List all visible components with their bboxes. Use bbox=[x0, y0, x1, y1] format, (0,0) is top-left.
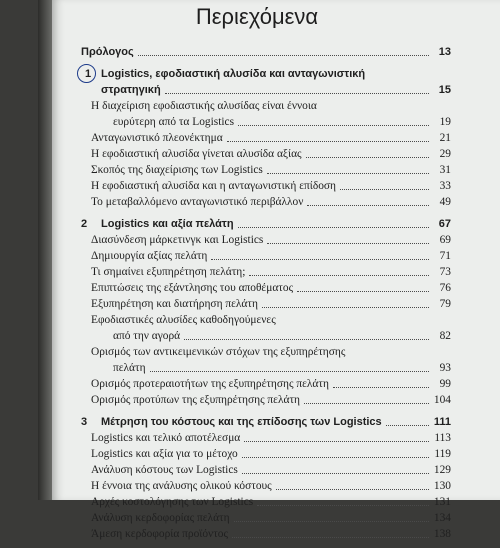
leader-dots bbox=[244, 441, 429, 442]
toc-section bbox=[81, 264, 451, 280]
toc-section bbox=[81, 360, 451, 376]
leader-dots bbox=[304, 403, 429, 404]
leader-dots bbox=[138, 55, 429, 56]
toc-entry-text: Ανάλυση κόστους των Logistics bbox=[91, 464, 238, 476]
toc-page-number: 130 bbox=[433, 480, 451, 492]
toc-section bbox=[81, 430, 451, 446]
toc-page-number: 19 bbox=[439, 116, 451, 128]
toc-page-number: 93 bbox=[439, 362, 451, 374]
toc-page-number: 111 bbox=[433, 416, 451, 428]
toc-page-number: 138 bbox=[433, 528, 451, 540]
toc-page-number: 33 bbox=[439, 180, 451, 192]
chapter-number: 1 bbox=[81, 66, 95, 82]
toc-section bbox=[81, 312, 451, 328]
toc-entry-text: Η εφοδιαστική αλυσίδα και η ανταγωνιστική επίδοση bbox=[91, 180, 336, 192]
leader-dots bbox=[340, 189, 429, 190]
toc-page-number: 82 bbox=[439, 330, 451, 342]
toc-chapter-heading bbox=[81, 216, 451, 232]
leader-dots bbox=[211, 259, 429, 260]
toc-entry-text: Δημιουργία αξίας πελάτη bbox=[91, 250, 208, 262]
leader-dots bbox=[262, 307, 429, 308]
toc-page-number: 49 bbox=[439, 196, 451, 208]
toc-entry-text: Μέτρηση του κόστους και της επίδοσης των Logistics bbox=[101, 416, 382, 428]
toc-entry-text: Ορισμός των αντικειμενικών στόχων της εξυπηρέτησης bbox=[91, 346, 346, 358]
toc-page-number: 21 bbox=[439, 132, 451, 144]
toc-entry-text: Τι σημαίνει εξυπηρέτηση πελάτη; bbox=[91, 266, 246, 278]
leader-dots bbox=[267, 243, 429, 244]
leader-dots bbox=[306, 157, 429, 158]
toc-page-number: 131 bbox=[433, 496, 451, 508]
toc-entry-text: Ορισμός προτύπων της εξυπηρέτησης πελάτη bbox=[91, 394, 300, 406]
toc-section bbox=[81, 376, 451, 392]
toc-section bbox=[81, 232, 451, 248]
leader-dots bbox=[242, 457, 429, 458]
toc-page-number: 113 bbox=[434, 432, 451, 444]
toc-section bbox=[81, 280, 451, 296]
toc-entry-text: Logistics και αξία για το μέτοχο bbox=[91, 448, 238, 460]
chapter-number: 3 bbox=[81, 416, 88, 428]
toc-entry-text: στρατηγική bbox=[101, 84, 161, 96]
toc-section bbox=[81, 98, 451, 114]
toc-entry-label bbox=[81, 414, 382, 430]
toc-section bbox=[81, 446, 451, 462]
toc-section bbox=[81, 130, 451, 146]
toc-section bbox=[81, 478, 451, 494]
toc-page-number: 67 bbox=[438, 218, 451, 230]
toc-chapter-heading bbox=[81, 414, 451, 430]
leader-dots bbox=[242, 473, 429, 474]
toc-section bbox=[81, 296, 451, 312]
leader-dots bbox=[307, 205, 429, 206]
toc-page-number: 129 bbox=[433, 464, 451, 476]
toc-entry-label bbox=[81, 66, 365, 82]
toc-entry-text: Επιπτώσεις της εξάντλησης του αποθέματος bbox=[91, 282, 294, 294]
toc-entry-text: Η έννοια της ανάλυσης ολικού κόστους bbox=[91, 480, 272, 492]
toc-page-number: 13 bbox=[438, 46, 451, 58]
toc-section bbox=[81, 178, 451, 194]
toc-entry-text: Εξυπηρέτηση και διατήρηση πελάτη bbox=[91, 298, 258, 310]
toc-entry-text: Logistics και αξία πελάτη bbox=[101, 218, 234, 230]
toc-page-number: 79 bbox=[439, 298, 451, 310]
leader-dots bbox=[267, 173, 429, 174]
toc-entry-text: Ορισμός προτεραιοτήτων της εξυπηρέτησης πελάτη bbox=[91, 378, 329, 390]
book-spine bbox=[38, 0, 52, 500]
leader-dots bbox=[184, 339, 429, 340]
leader-dots bbox=[238, 125, 429, 126]
toc-entry-text: Σκοπός της διαχείρισης των Logistics bbox=[91, 164, 263, 176]
toc-page-number: 99 bbox=[439, 378, 451, 390]
toc-entry-text: Εφοδιαστικές αλυσίδες καθοδηγούμενες bbox=[91, 314, 276, 326]
leader-dots bbox=[165, 93, 429, 94]
leader-dots bbox=[232, 537, 429, 538]
toc-entry-text: Logistics, εφοδιαστική αλυσίδα και ανταγωνιστική bbox=[101, 68, 366, 80]
toc-entry-text: Άμεση κερδοφορία προϊόντος bbox=[91, 528, 228, 540]
toc-page-number: 29 bbox=[439, 148, 451, 160]
toc-entry-text: Το μεταβαλλόμενο ανταγωνιστικό περιβάλλον bbox=[91, 196, 304, 208]
leader-dots bbox=[238, 227, 429, 228]
toc-prologue bbox=[81, 44, 451, 60]
toc-entry-text: Η διαχείριση εφοδιαστικής αλυσίδας είναι έννοια bbox=[91, 100, 317, 112]
leader-dots bbox=[276, 489, 429, 490]
toc-entry-text: Ανάλυση κερδοφορίας πελάτη bbox=[91, 512, 230, 524]
toc-section bbox=[81, 494, 451, 510]
leader-dots bbox=[150, 371, 429, 372]
toc-chapter-heading bbox=[81, 82, 451, 98]
toc-section bbox=[81, 392, 451, 408]
toc-page-number: 134 bbox=[433, 512, 451, 524]
leader-dots bbox=[297, 291, 429, 292]
toc-page-number: 104 bbox=[433, 394, 451, 406]
toc-chapter-heading bbox=[81, 66, 451, 82]
toc-section bbox=[81, 526, 451, 542]
toc-entry-text: Διασύνδεση μάρκετινγκ και Logistics bbox=[91, 234, 264, 246]
leader-dots bbox=[234, 521, 429, 522]
toc-entry-text: Αρχές κοστολόγησης των Logistics bbox=[91, 496, 254, 508]
toc-entry-label bbox=[81, 216, 234, 232]
toc-section bbox=[81, 248, 451, 264]
leader-dots bbox=[227, 141, 429, 142]
leader-dots bbox=[333, 387, 429, 388]
toc-entry-text: Πρόλογος bbox=[81, 46, 134, 58]
toc-page-number: 76 bbox=[439, 282, 451, 294]
leader-dots bbox=[257, 505, 429, 506]
book-page bbox=[52, 0, 500, 540]
chapter-number: 2 bbox=[81, 218, 88, 230]
toc-section bbox=[81, 194, 451, 210]
toc-page-number: 31 bbox=[439, 164, 451, 176]
toc-section bbox=[81, 462, 451, 478]
toc-page-number: 73 bbox=[439, 266, 451, 278]
leader-dots bbox=[249, 275, 429, 276]
toc-section bbox=[81, 328, 451, 344]
page-title: Περιεχόμενα bbox=[195, 4, 319, 29]
toc-entry-text: πελάτη bbox=[113, 362, 146, 374]
toc-section bbox=[81, 114, 451, 130]
toc-section bbox=[81, 146, 451, 162]
toc-entry-text: Η εφοδιαστική αλυσίδα γίνεται αλυσίδα αξίας bbox=[91, 148, 302, 160]
toc-page-number: 69 bbox=[439, 234, 451, 246]
toc-entry-text: ευρύτερη από τα Logistics bbox=[113, 116, 235, 128]
table-of-contents bbox=[81, 44, 451, 548]
toc-entry-text: Ανταγωνιστικό πλεονέκτημα bbox=[91, 132, 223, 144]
toc-page-number: 15 bbox=[438, 84, 451, 96]
leader-dots bbox=[386, 425, 429, 426]
spacer bbox=[81, 542, 451, 548]
toc-section bbox=[81, 344, 451, 360]
toc-entry-text: από την αγορά bbox=[113, 330, 181, 342]
toc-page-number: 71 bbox=[439, 250, 451, 262]
toc-section bbox=[81, 510, 451, 526]
toc-entry-text: Logistics και τελικό αποτέλεσμα bbox=[91, 432, 241, 444]
toc-section bbox=[81, 162, 451, 178]
toc-page-number: 119 bbox=[434, 448, 451, 460]
